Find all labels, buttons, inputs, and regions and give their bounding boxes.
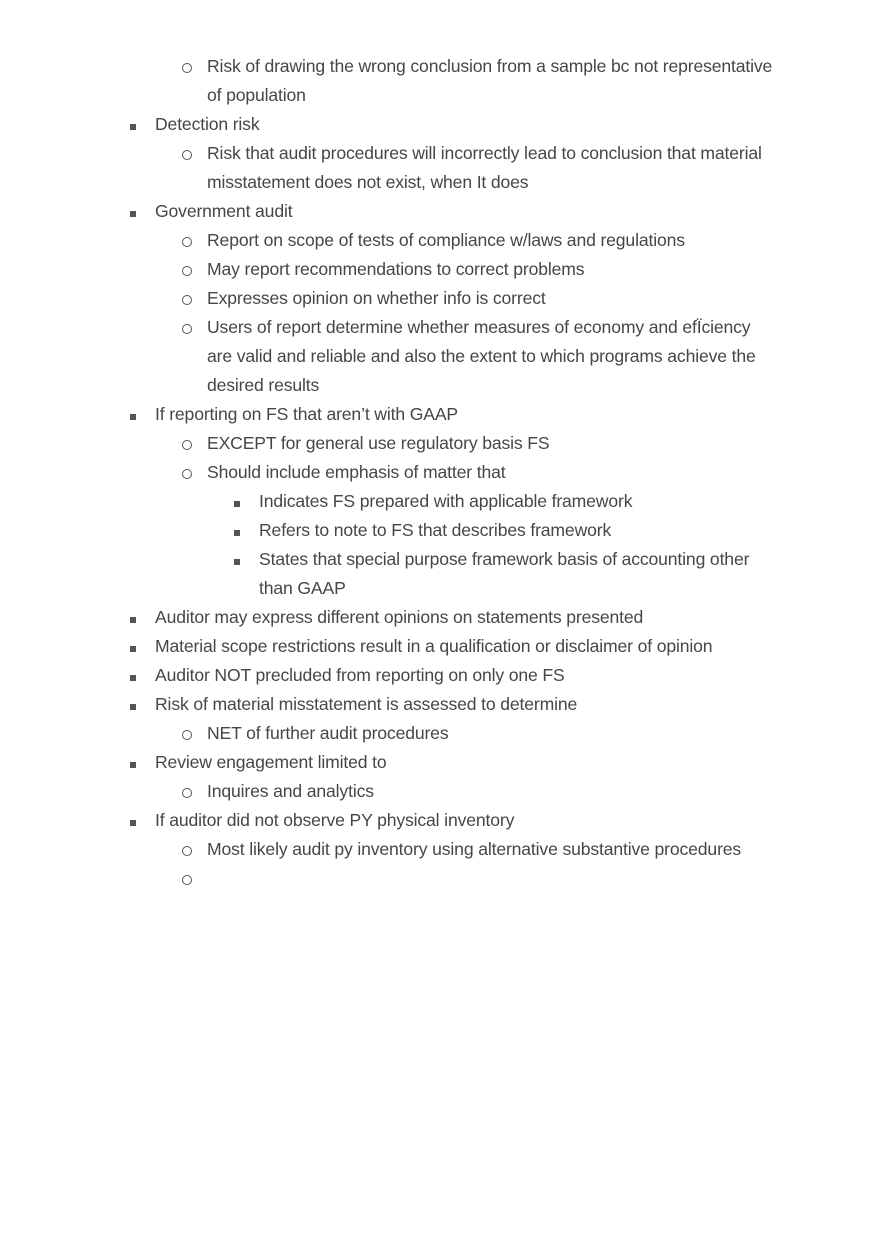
- list-item: [0, 516, 777, 545]
- square-bullet-icon: [130, 646, 136, 652]
- hollow-circle-bullet-icon: [182, 63, 192, 73]
- list-item: [0, 255, 777, 284]
- square-bullet-icon: [234, 530, 240, 536]
- list-item: [0, 197, 775, 226]
- hollow-circle-bullet-icon: [182, 440, 192, 450]
- list-item-text: States that special purpose framework basis of accounting other than GAAP: [259, 549, 750, 598]
- hollow-circle-bullet-icon: [182, 875, 192, 885]
- list-item-text: Report on scope of tests of compliance w/laws and regulations: [207, 230, 685, 250]
- list-item: [0, 545, 777, 603]
- list-item: [0, 226, 777, 255]
- hollow-circle-bullet-icon: [182, 295, 192, 305]
- square-bullet-icon: [130, 762, 136, 768]
- list-item: [0, 603, 775, 632]
- list-item-text: Should include emphasis of matter that: [207, 462, 506, 482]
- hollow-circle-bullet-icon: [182, 788, 192, 798]
- square-bullet-icon: [130, 675, 136, 681]
- list-item-text: Material scope restrictions result in a qualification or disclaimer of opinion: [155, 636, 713, 656]
- list-item-text: Users of report determine whether measures of economy and efÏciency are valid and reliable and also the extent to which programs achieve the desired results: [207, 317, 756, 395]
- list-item: [0, 400, 775, 429]
- list-item-text: NET of further audit procedures: [207, 723, 449, 743]
- square-bullet-icon: [234, 501, 240, 507]
- list-item-text: EXCEPT for general use regulatory basis FS: [207, 433, 550, 453]
- square-bullet-icon: [130, 820, 136, 826]
- list-item: [0, 748, 775, 777]
- list-item: [0, 632, 775, 661]
- list-item: [0, 429, 777, 458]
- square-bullet-icon: [130, 617, 136, 623]
- list-item: [0, 487, 777, 516]
- list-item: [0, 806, 775, 835]
- square-bullet-icon: [234, 559, 240, 565]
- list-item: [0, 719, 777, 748]
- list-item: [0, 458, 777, 487]
- list-item-text: Government audit: [155, 201, 293, 221]
- square-bullet-icon: [130, 124, 136, 130]
- list-item-text: Review engagement limited to: [155, 752, 387, 772]
- list-item: [0, 661, 775, 690]
- list-item: [0, 864, 777, 893]
- list-item-text: If auditor did not observe PY physical inventory: [155, 810, 515, 830]
- hollow-circle-bullet-icon: [182, 469, 192, 479]
- square-bullet-icon: [130, 704, 136, 710]
- hollow-circle-bullet-icon: [182, 150, 192, 160]
- list-item-text: If reporting on FS that aren’t with GAAP: [155, 404, 459, 424]
- list-item-text: Detection risk: [155, 114, 260, 134]
- list-item-text: Indicates FS prepared with applicable framework: [259, 491, 633, 511]
- list-item-text: Refers to note to FS that describes framework: [259, 520, 612, 540]
- list-item-text: May report recommendations to correct problems: [207, 259, 585, 279]
- hollow-circle-bullet-icon: [182, 266, 192, 276]
- square-bullet-icon: [130, 211, 136, 217]
- list-item: [0, 110, 775, 139]
- list-item-text: Risk of material misstatement is assessed to determine: [155, 694, 578, 714]
- list-item-text: Auditor NOT precluded from reporting on only one FS: [155, 665, 565, 685]
- hollow-circle-bullet-icon: [182, 846, 192, 856]
- hollow-circle-bullet-icon: [182, 324, 192, 334]
- document-page: [0, 52, 880, 893]
- hollow-circle-bullet-icon: [182, 730, 192, 740]
- list-item: [0, 284, 777, 313]
- list-item: [0, 835, 777, 864]
- list-item-text: Auditor may express different opinions on statements presented: [155, 607, 644, 627]
- list-item: [0, 777, 777, 806]
- list-item-text: Expresses opinion on whether info is correct: [207, 288, 546, 308]
- list-item-text: Risk that audit procedures will incorrectly lead to conclusion that material misstatement does not exist, when It does: [207, 143, 762, 192]
- square-bullet-icon: [130, 414, 136, 420]
- list-item: [0, 690, 775, 719]
- list-item: [0, 313, 777, 400]
- list-item: [0, 139, 777, 197]
- list-item: [0, 52, 777, 110]
- list-item-text: Most likely audit py inventory using alternative substantive procedures: [207, 839, 742, 859]
- list-item-text: Inquires and analytics: [207, 781, 374, 801]
- list-item-text: Risk of drawing the wrong conclusion from a sample bc not representative of population: [207, 56, 773, 105]
- hollow-circle-bullet-icon: [182, 237, 192, 247]
